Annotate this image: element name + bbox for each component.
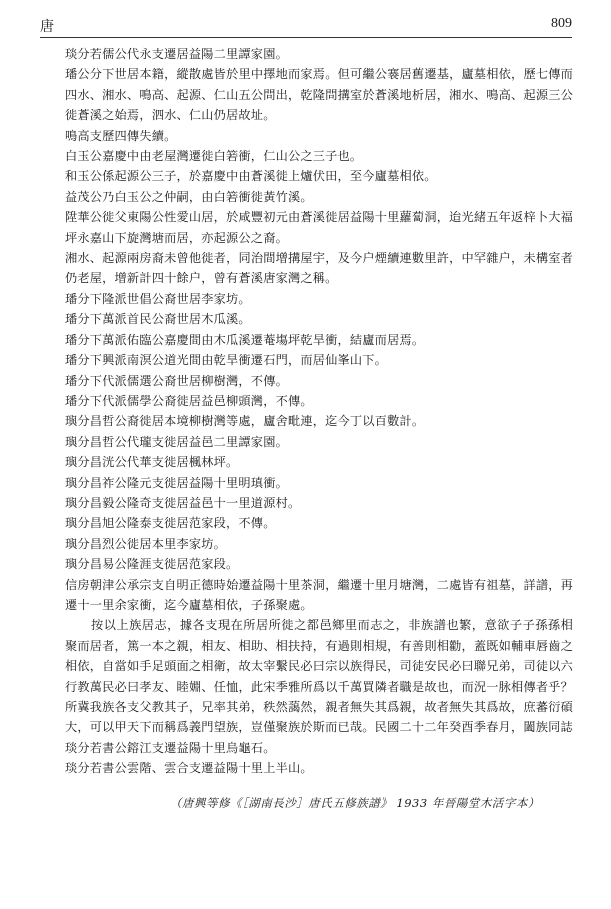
paragraph: 璠分下萬派佑臨公嘉慶間由木瓜溪遷菴塲坪乾旱衝，結廬而居焉。 xyxy=(65,332,425,347)
paragraph: 璵分昌洸公代華支徙居楓林坪。 xyxy=(65,455,239,470)
paragraph: 陞華公徙父東陽公性愛山居，於咸豐初元由蒼溪徙居益陽十里蘿蔔洞，迨光緒五年返梓卜大福坪永嘉山下旋灣塘而居，亦起源公之裔。 xyxy=(65,210,573,245)
paragraph: 璠分下代派儒選公裔世居柳樹灣，不傳。 xyxy=(65,373,288,388)
paragraph-afterword: 按以上族居志，據各支現在所居所徙之都邑鄉里而志之，非族譜也繁，意欲子子孫孫相聚而居者，篤一本之親，相友、相助、相扶持，有過則相規，有善則相勸，蓋既如輔車唇齒之相依，自當如手足頭面之相衛，故太宰繫民必曰宗以族得民，司徒安民必曰聯兄弟，司徒以六行教萬民必曰孝友、睦婣、任恤，此宋季雅所爲以千萬買隣者職是故也，而況一脉相傳者乎？所冀我族各支父教其子，兄率其弟，秩然藹然，親者無失其爲親，故者無失其爲故，庶蕃衍碩大，可以甲天下而稱爲義門望族，豈僅聚族於斯而已哉。民國二十二年癸酉季春月，闔族同誌 xyxy=(65,618,573,735)
paragraph: 璠分下興派南溟公道光間由乾旱衝遷石門，而居仙峯山下。 xyxy=(65,353,388,368)
paragraph: 白玉公嘉慶中由老屋灣遷徙白箬衝，仁山公之三子也。 xyxy=(65,149,363,164)
paragraph: 璠分下隆派世倡公裔世居李家坊。 xyxy=(65,291,251,306)
paragraph: 璵分昌易公隆涯支徙居范家段。 xyxy=(65,557,239,572)
paragraph: 璵分昌祚公隆元支徙居益陽十里明瑱衝。 xyxy=(65,475,288,490)
header-rule xyxy=(40,37,572,38)
source-citation: （唐興等修《［湖南長沙］唐氏五修族譜》 1933 年晉陽堂木活字本） xyxy=(170,796,540,810)
paragraph: 琰分若書公雲階、雲合支遷益陽十里上半山。 xyxy=(65,761,313,776)
paragraph: 璵分昌哲公代瓏支徙居益邑二里譚家園。 xyxy=(65,434,288,449)
paragraph: 璠分下代派儒學公裔徙居益邑柳頭灣，不傳。 xyxy=(65,393,313,408)
paragraph: 璵分昌哲公裔徙居本境柳樹灣等處，廬舍毗連，迄今丁以百數計。 xyxy=(65,414,425,429)
paragraph: 湘水、起源兩房裔未曾他徙者，同治間增搆屋宇，及今户煙續連數里許，中罕雜户，未構室者仍老屋，增新計四十餘户，曾有蒼溪唐家灣之稱。 xyxy=(65,251,573,286)
running-title: 唐 xyxy=(40,19,54,35)
running-header xyxy=(40,14,572,36)
paragraph: 璵分昌烈公徙居本里李家坊。 xyxy=(65,536,227,551)
paragraph: 璠公分下世居本籍，縱散處皆於里中擇地而家焉。但可繼公褰居舊遷基，廬墓相依，歷七傳而四水、湘水、鳴高、起源、仁山五公問出，乾隆問搆室於蒼溪地析居，湘水、鳴高、起源三公徙蒼溪之始焉，泗水、仁山仍居故址。 xyxy=(65,67,573,123)
paragraph: 鳴高支歷四傳失續。 xyxy=(65,128,177,143)
paragraph: 益茂公乃白玉公之仲嗣，由白箬衝徙黃竹溪。 xyxy=(65,189,313,204)
paragraph: 璵分昌毅公隆奇支徙居益邑十一里道源村。 xyxy=(65,495,301,510)
paragraph: 琰分若儒公代永支遷居益陽二里譚家園。 xyxy=(65,47,288,61)
paragraph: 璠分下萬派首民公裔世居木瓜溪。 xyxy=(65,312,251,327)
paragraph: 信房朝津公承宗支自明正德時始遷益陽十里茶洞，繼遷十里月塘灣，二處皆有祖墓，詳譜，再遷十一里余家衝，迄今廬墓相依，子孫聚處。 xyxy=(65,577,573,612)
page-number: 809 xyxy=(551,16,572,31)
body-text xyxy=(65,44,573,779)
paragraph: 和玉公係起源公三子，於嘉慶中由蒼溪徙上爐伏田，至今廬墓相依。 xyxy=(65,169,437,184)
paragraph: 琰分若書公鎔江支遷益陽十里烏龜石。 xyxy=(65,740,276,755)
paragraph: 璵分昌旭公隆泰支徙居范家段，不傳。 xyxy=(65,516,276,531)
